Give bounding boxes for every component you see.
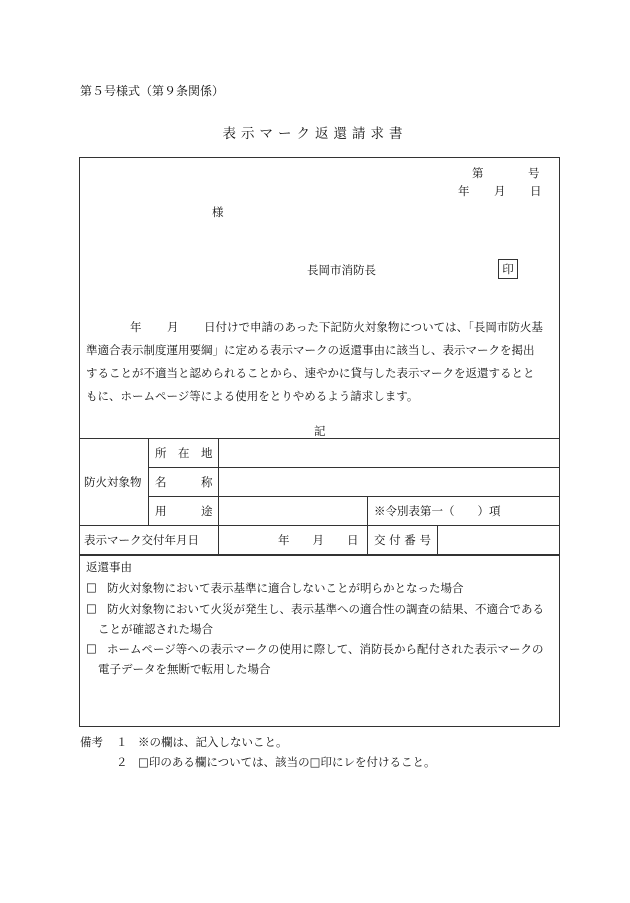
row-line-2 bbox=[148, 496, 560, 497]
issue-date-value: 年 月 日 bbox=[278, 533, 359, 547]
number-prefix: 第 bbox=[472, 166, 484, 180]
addressee-suffix: 様 bbox=[212, 205, 224, 219]
body-date-year: 年 bbox=[130, 320, 142, 334]
remark-number-2: ２ bbox=[116, 755, 128, 769]
date-month: 月 bbox=[494, 184, 506, 198]
name-label: 名 称 bbox=[155, 475, 213, 489]
use-label: 用 途 bbox=[155, 504, 213, 518]
body-line-4: もに、ホームページ等による使用をとりやめるよう請求します。 bbox=[86, 389, 419, 403]
form-code: 第５号様式（第９条関係） bbox=[80, 84, 225, 98]
body-line-1: 日付けで申請のあった下記防火対象物については、「長岡市防火基 bbox=[204, 320, 543, 334]
date-day: 日 bbox=[530, 184, 542, 198]
use-note: ※令別表第一（ ）項 bbox=[374, 504, 501, 518]
document-title: 表示マーク返還請求書 bbox=[222, 126, 408, 142]
reason-text-1: 防火対象物において表示基準に適合しないことが明らかとなった場合 bbox=[107, 581, 464, 595]
col-line-use-note bbox=[367, 496, 368, 554]
reason-checkbox-1[interactable]: □ bbox=[86, 580, 97, 594]
table-top-line bbox=[79, 438, 560, 439]
body-line-2: 準適合表示制度運用要綱」に定める表示マークの返還事由に該当し、表示マークを掲出 bbox=[86, 343, 535, 357]
body-line-3: することが不適当と認められることから、速やかに貸与した表示マークを返還するとと bbox=[86, 366, 535, 380]
reason-text-3-cont: 電子データを無断で転用した場合 bbox=[98, 662, 271, 676]
reason-text-3: ホームページ等への表示マークの使用に際して、消防長から配付された表示マークの bbox=[107, 642, 544, 656]
seal-box: 印 bbox=[498, 259, 518, 279]
date-year: 年 bbox=[458, 184, 470, 198]
issue-number-label: 交 付 番 号 bbox=[374, 533, 431, 547]
location-label: 所 在 地 bbox=[155, 446, 213, 460]
issuer-name: 長岡市消防長 bbox=[307, 263, 376, 277]
row-line-1 bbox=[148, 467, 560, 468]
row-line-4 bbox=[79, 554, 560, 556]
body-date-month: 月 bbox=[167, 320, 179, 334]
row-line-3 bbox=[79, 525, 560, 526]
reason-checkbox-2[interactable]: □ bbox=[86, 601, 97, 615]
col-line-label bbox=[218, 438, 219, 554]
reason-checkbox-3[interactable]: □ bbox=[86, 641, 97, 655]
remark-text-2: □印のある欄については、該当の□印にレを付けること。 bbox=[138, 755, 436, 769]
ki-heading: 記 bbox=[314, 424, 326, 438]
col-line-issue-number bbox=[437, 525, 438, 554]
remarks-label: 備考 bbox=[80, 735, 103, 749]
remark-text-1: ※の欄は、記入しないこと。 bbox=[138, 735, 288, 749]
reasons-heading: 返還事由 bbox=[86, 560, 132, 574]
reason-text-2: 防火対象物において火災が発生し、表示基準への適合性の調査の結果、不適合である bbox=[107, 602, 544, 616]
number-suffix: 号 bbox=[528, 166, 540, 180]
col-line-group bbox=[148, 438, 149, 525]
reason-text-2-cont: ことが確認された場合 bbox=[98, 622, 213, 636]
remark-number-1: １ bbox=[116, 735, 128, 749]
target-group-label: 防火対象物 bbox=[84, 475, 142, 489]
issue-date-label: 表示マーク交付年月日 bbox=[84, 533, 199, 547]
